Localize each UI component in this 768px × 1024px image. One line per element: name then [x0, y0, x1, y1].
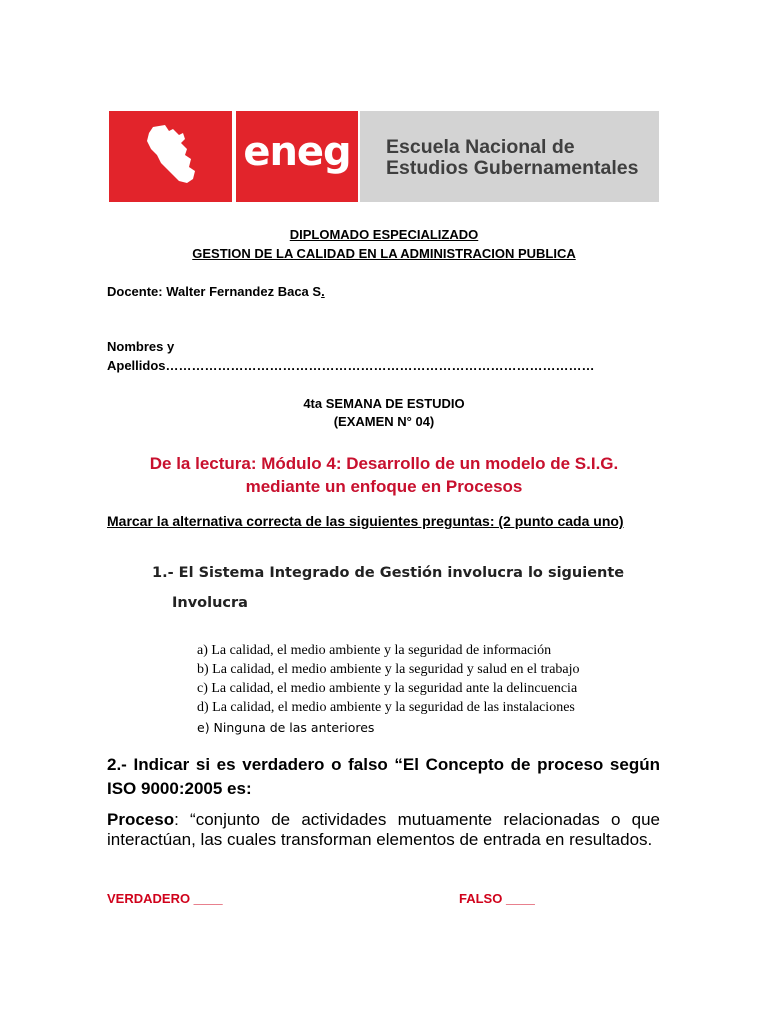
nombres-label: Nombres y: [107, 339, 175, 354]
logo-map-block: [109, 111, 232, 202]
title-diplomado: DIPLOMADO ESPECIALIZADO: [289, 227, 479, 242]
process-term: Proceso: [107, 810, 175, 829]
question1-line1: 1.- El Sistema Integrado de Gestión involucra lo siguiente: [152, 565, 625, 581]
instruction-text: Marcar la alternativa correcta de las siguientes preguntas: (2 punto cada uno): [107, 513, 624, 529]
question1-option-c[interactable]: c) La calidad, el medio ambiente y la seguridad ante la delincuencia: [197, 681, 578, 696]
school-name-line1: Escuela Nacional de: [386, 136, 575, 158]
peru-map-icon: [139, 123, 203, 189]
docente-label: Docente: Walter Fernandez Baca S: [107, 284, 322, 299]
header-banner: [109, 111, 659, 202]
school-name-line2: Estudios Gubernamentales: [386, 157, 639, 179]
logo-text: eneg: [243, 129, 351, 175]
semana-title: 4ta SEMANA DE ESTUDIO: [303, 396, 465, 411]
question2-text: 2.- Indicar si es verdadero o falso “El Concepto de proceso según ISO 9000:2005 es:: [107, 755, 660, 798]
docente-dot: .: [321, 284, 325, 299]
lectura-title-line2: mediante un enfoque en Procesos: [245, 477, 523, 496]
title-gestion: GESTION DE LA CALIDAD EN LA ADMINISTRACION PUBLICA: [192, 246, 576, 261]
process-definition: [107, 810, 660, 850]
false-answer-field[interactable]: FALSO ____: [459, 891, 535, 906]
apellidos-field: Apellidos………………………………………………………………………………………: [107, 358, 595, 373]
question1-line2: Involucra: [172, 595, 248, 611]
question1-option-b[interactable]: b) La calidad, el medio ambiente y la seguridad y salud en el trabajo: [197, 662, 580, 677]
true-answer-field[interactable]: VERDADERO ____: [107, 891, 223, 906]
question1-option-d[interactable]: d) La calidad, el medio ambiente y la seguridad de las instalaciones: [197, 700, 575, 715]
docente-line: [107, 284, 325, 299]
examen-number: (EXAMEN N° 04): [333, 414, 435, 429]
school-name: [386, 137, 638, 179]
question1-option-e[interactable]: e) Ninguna de las anteriores: [197, 720, 375, 735]
lectura-title-line1: De la lectura: Módulo 4: Desarrollo de un modelo de S.I.G.: [149, 454, 619, 473]
question1-option-a[interactable]: a) La calidad, el medio ambiente y la seguridad de información: [197, 643, 552, 658]
process-definition-text: : “conjunto de actividades mutuamente relacionadas o que interactúan, las cuales transforman elementos de entrada en resultados.: [107, 810, 660, 849]
